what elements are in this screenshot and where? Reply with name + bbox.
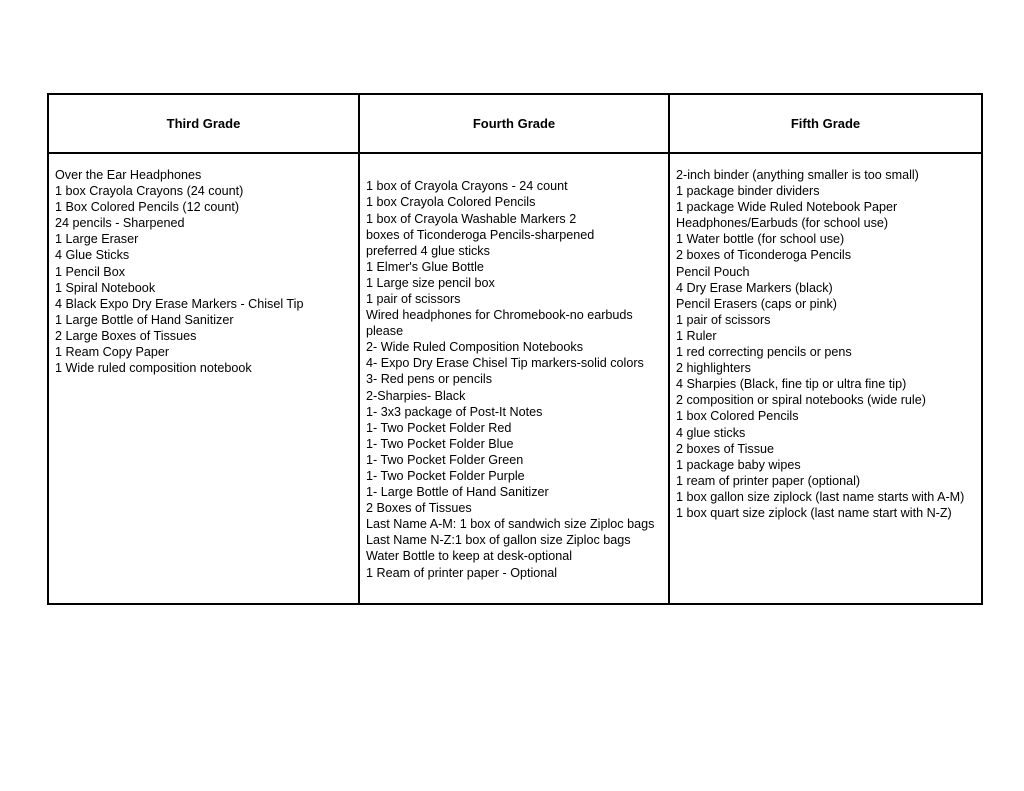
list-item: 2-inch binder (anything smaller is too small): [676, 168, 919, 182]
list-item: 1 Ruler: [676, 328, 717, 343]
list-item: 1 Elmer's Glue Bottle: [366, 259, 484, 274]
list-item: 1 package Wide Ruled Notebook Paper: [676, 200, 898, 215]
list-item: 2 composition or spiral notebooks (wide rule): [676, 393, 926, 408]
list-item: 1 box Colored Pencils: [676, 409, 799, 424]
list-item: 1 ream of printer paper (optional): [676, 473, 861, 488]
list-item: 1- Two Pocket Folder Blue: [366, 436, 514, 451]
list-item: 2 Boxes of Tissues: [366, 501, 472, 516]
list-item: 4 Glue Sticks: [55, 248, 130, 263]
list-item: Over the Ear Headphones: [55, 168, 202, 182]
list-item: 4- Expo Dry Erase Chisel Tip markers-solid colors: [366, 356, 644, 371]
fourth-grade-cell: [359, 153, 669, 604]
list-item: Last Name A-M: 1 box of sandwich size Ziploc bags: [366, 517, 655, 532]
list-item: Headphones/Earbuds (for school use): [676, 216, 889, 231]
fifth-grade-list: [676, 167, 975, 521]
list-item: 1 red correcting pencils or pens: [676, 345, 852, 360]
list-item: 1 package baby wipes: [676, 457, 801, 472]
list-item: Water Bottle to keep at desk-optional: [366, 549, 573, 564]
list-item: 1 Ream of printer paper - Optional: [366, 565, 558, 580]
list-item: 2 highlighters: [676, 361, 751, 376]
header-fifth-grade: Fifth Grade: [669, 94, 982, 153]
list-item: 1 Large size pencil box: [366, 275, 495, 290]
list-item: 1 Spiral Notebook: [55, 280, 156, 295]
list-item: 1 package binder dividers: [676, 184, 820, 199]
list-item: Last Name N-Z:1 box of gallon size Ziploc bags: [366, 533, 631, 548]
list-item: 1 box quart size ziplock (last name start with N-Z): [676, 505, 952, 520]
third-grade-list: [55, 167, 352, 376]
list-item: 2 boxes of Ticonderoga Pencils: [676, 248, 852, 263]
list-item: 4 Black Expo Dry Erase Markers - Chisel Tip: [55, 296, 304, 311]
list-item: 24 pencils - Sharpened: [55, 216, 185, 231]
header-third-grade: Third Grade: [48, 94, 359, 153]
list-item: 1- Large Bottle of Hand Sanitizer: [366, 485, 549, 500]
list-item: 1- Two Pocket Folder Green: [366, 452, 524, 467]
list-item: 1- 3x3 package of Post-It Notes: [366, 404, 543, 419]
list-item: 2-Sharpies- Black: [366, 388, 466, 403]
list-item: 1 Water bottle (for school use): [676, 232, 845, 247]
list-item: 1 Large Eraser: [55, 232, 139, 247]
list-item: 1 box of Crayola Washable Markers 2: [366, 211, 577, 226]
list-item: 4 Sharpies (Black, fine tip or ultra fine tip): [676, 377, 907, 392]
list-item: Pencil Pouch: [676, 264, 750, 279]
list-item: 1 Box Colored Pencils (12 count): [55, 200, 240, 215]
header-row: [48, 94, 982, 153]
list-item: Pencil Erasers (caps or pink): [676, 296, 837, 311]
list-item: 1 Pencil Box: [55, 264, 126, 279]
list-item: 1- Two Pocket Folder Red: [366, 420, 512, 435]
supplies-row: [48, 153, 982, 604]
list-item: 1 pair of scissors: [366, 291, 461, 306]
list-item: Wired headphones for Chromebook-no earbuds please: [366, 308, 633, 339]
list-item: 1 box Crayola Crayons (24 count): [55, 184, 244, 199]
list-item: 3- Red pens or pencils: [366, 372, 493, 387]
list-item: boxes of Ticonderoga Pencils-sharpened: [366, 227, 595, 242]
list-item: preferred 4 glue sticks: [366, 243, 490, 258]
list-item: 1 box of Crayola Crayons - 24 count: [366, 179, 568, 194]
list-item: 1 box gallon size ziplock (last name starts with A-M): [676, 489, 965, 504]
third-grade-cell: [48, 153, 359, 604]
list-item: 1 Ream Copy Paper: [55, 345, 170, 360]
list-item: 1 Wide ruled composition notebook: [55, 361, 252, 376]
fourth-grade-list: [366, 178, 662, 580]
list-item: 2- Wide Ruled Composition Notebooks: [366, 340, 583, 355]
list-item: 1 box Crayola Colored Pencils: [366, 195, 536, 210]
supply-list-table: [47, 93, 983, 605]
list-item: 1 pair of scissors: [676, 312, 771, 327]
list-item: 4 glue sticks: [676, 425, 746, 440]
list-item: 2 boxes of Tissue: [676, 441, 775, 456]
list-item: 1- Two Pocket Folder Purple: [366, 469, 525, 484]
list-item: 1 Large Bottle of Hand Sanitizer: [55, 312, 234, 327]
list-item: 2 Large Boxes of Tissues: [55, 328, 197, 343]
list-item: 4 Dry Erase Markers (black): [676, 280, 833, 295]
fifth-grade-cell: [669, 153, 982, 604]
header-fourth-grade: Fourth Grade: [359, 94, 669, 153]
